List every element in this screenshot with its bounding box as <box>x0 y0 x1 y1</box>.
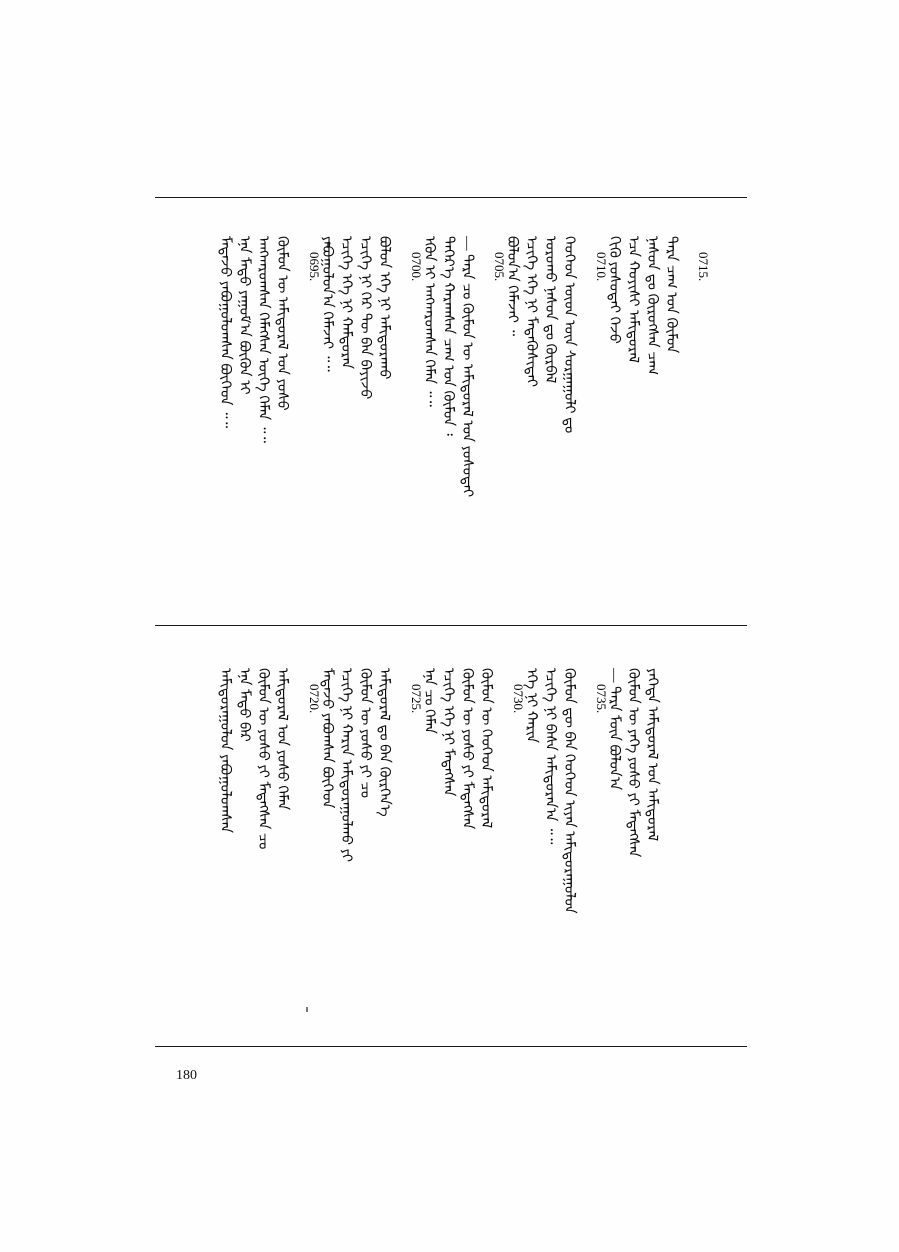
verse-line: ᠬᠦᠮᠦᠨ ᠦ ᠠᠮᠢᠳᠤᠷᠠᠯ ᠤᠨ ᠶᠣᠰᠤ <box>274 236 290 411</box>
verse-line: ᠬᠦᠮᠦᠨ ᠦ ᠶᠣᠰᠤ ᠶᠢ ᠮᠡᠳᠡᠭᠰᠡᠨ ᠴᠤ <box>255 668 271 850</box>
verse-line: ᠠᠮᠢᠳᠤᠷᠠᠯ ᠤᠨ ᠶᠣᠰᠤ ᠬᠡᠮᠡᠨ <box>274 668 290 811</box>
verse-line: ᠲᠡᠷᠡ ᠴᠠᠭ ᠤᠨ ᠬᠦᠮᠦᠨ <box>663 236 679 354</box>
verse-line: ᠠᠮᠢᠳᠤᠷᠠᠯ ᠳᠤ ᠪᠠᠨ ᠬᠦᠷᠭᠡᠨ᠎ᠡ <box>376 668 392 817</box>
verse-line: ᠮᠡᠳᠡᠵᠦ ᠶᠠᠪᠤᠭᠰᠠᠨ ᠪᠦᠭᠡᠳ <box>319 668 335 809</box>
verse-line: ᠠᠮᠢᠳᠤᠷᠠᠭᠤᠯᠤᠨ ᠶᠠᠪᠤᠭᠤᠯᠤᠭᠰᠠᠨ <box>217 668 233 834</box>
verse-line: ᠬᠦᠮᠦᠨ ᠦ ᠶᠣᠰᠤ ᠶᠢ ᠮᠡᠳᠡᠭᠰᠡᠨ <box>459 668 475 830</box>
verse-number: 0715. <box>696 252 711 282</box>
page-number: 180 <box>176 1068 197 1083</box>
verse-line: ᠬᠦᠮᠦᠨ ᠦ ᠬᠡᠦᠬᠡᠳ ᠠᠮᠢᠳᠤᠷᠠᠯ <box>478 668 494 829</box>
rule-middle <box>155 625 747 626</box>
verse-entry <box>317 236 424 400</box>
verse-line: ᠮᠡᠳᠡᠵᠦ ᠶᠠᠪᠤᠭᠤᠯᠤᠭᠰᠠᠨ ᠪᠦᠭᠡᠳ ᠃᠃ <box>217 236 233 429</box>
verse-entry <box>604 236 711 376</box>
verse-line: ᠣᠷᠣᠬᠤ ᠨᠠᠰᠤᠨ ᠳᠤ ᠬᠦᠷᠪᠡᠯ <box>542 236 558 384</box>
verse-entry <box>604 668 679 857</box>
verse-line: ᠬᠢᠬᠦ ᠶᠣᠰᠣᠲᠠᠢ ᠭᠡᠵᠦ <box>606 236 622 344</box>
verse-entry <box>502 236 609 434</box>
lower-panel <box>215 668 679 968</box>
verse-line: ᠡᠴᠢᠭᠡ ᠡᠬᠡ ᠨᠢ ᠮᠡᠳᠡᠭᠦᠰᠢᠲᠡᠢ <box>523 236 539 388</box>
verse-line: ᠶᠡᠬᠡᠳᠡ ᠠᠮᠢᠳᠤᠷᠠᠯ ᠤᠨ ᠠᠮᠢᠳᠤᠷᠠᠯ <box>644 668 660 842</box>
verse-number: 0720. <box>307 684 322 714</box>
verse-line: ᠡᠭᠦᠨ ᠢ ᠠᠩᠬᠠᠷᠤᠭᠰᠠᠨ ᠬᠡᠮᠡᠨ ᠃᠃ <box>421 236 437 407</box>
verse-lines <box>521 668 578 914</box>
verse-entry <box>419 668 526 830</box>
verse-number: 0705. <box>492 252 507 282</box>
verse-line: — ᠲᠡᠷᠡ ᠮᠥᠨ ᠪᠣᠯᠤᠨ᠎ᠠ <box>606 668 622 791</box>
verse-line: ᠡᠴᠢᠭᠡ ᠨᠢ ᠭᠡᠷ ᠲᠦ ᠪᠡᠨ ᠪᠠᠶᠢᠵᠤ <box>357 236 373 400</box>
verse-line: ᠡᠴᠢᠭᠡ ᠨᠢ ᠬᠠᠷᠢᠨ ᠠᠮᠢᠳᠤᠷᠠᠭᠤᠯᠬᠤ ᠶᠢ <box>338 668 354 863</box>
verse-entry <box>419 236 507 498</box>
verse-line: ᠪᠣᠯᠤᠨ᠎ᠠ ᠬᠡᠮᠡᠵᠡᠢ ᠃ <box>504 236 520 337</box>
verse-line: ᠡᠴᠡ ᠬᠣᠶᠢᠰᠢ ᠠᠮᠢᠳᠤᠷᠠᠯ <box>625 236 641 364</box>
verse-number: 0730. <box>511 684 526 714</box>
verse-line: ᠡᠨᠡ ᠮᠡᠲᠦ ᠶᠠᠭᠤᠮ᠎ᠠ ᠪᠦᠬᠦᠨ ᠢ <box>236 236 252 395</box>
verse-line: ᠡᠬᠡ ᠨᠢ ᠬᠠᠷᠢᠨ <box>523 668 539 744</box>
verse-entry <box>317 668 424 863</box>
verse-line: ᠬᠦᠮᠦᠨ ᠦ ᠶᠣᠰᠤ ᠶᠢ ᠴᠤ <box>357 668 373 798</box>
verse-line: ᠪᠣᠯᠤᠨ ᠡᠬᠡ ᠨᠢ ᠠᠮᠢᠳᠤᠷᠠᠬᠤ <box>376 236 392 380</box>
verse-entry <box>521 668 609 914</box>
verse-line: ᠬᠦᠮᠦᠨ ᠳᠦ ᠪᠡᠨ ᠬᠡᠦᠬᠡᠳ ᠢᠶᠡᠨ ᠠᠮᠢᠳᠤᠷᠠᠭᠤᠯᠤᠨ <box>561 668 577 914</box>
verse-line: ᠳᠡᠭᠡᠷ᠎ᠡ ᠬᠠᠷᠠᠭᠰᠠᠨ ᠴᠠᠭ ᠤᠨ ᠬᠦᠮᠦᠨ ᠄ <box>440 236 456 436</box>
verse-line: ᠡᠨᠡ ᠴᠤ ᠬᠡᠮᠡᠨ <box>421 668 437 734</box>
verse-lines <box>419 236 476 497</box>
rule-top <box>155 197 747 198</box>
verse-number: 0725. <box>409 684 424 714</box>
verse-line: ᠡᠨᠡ ᠮᠡᠲᠦ ᠪᠡᠷ <box>236 668 252 742</box>
verse-line: — ᠲᠡᠷᠡ ᠴᠤ ᠬᠦᠮᠦᠨ ᠦ ᠠᠮᠢᠳᠤᠷᠠᠯ ᠤᠨ ᠶᠣᠰᠣᠲᠠᠢ <box>459 236 475 498</box>
verse-line: ᠶᠠᠪᠤᠭᠤᠯᠤᠨ᠎ᠠ ᠬᠡᠮᠡᠵᠡᠢ ᠃᠃ <box>319 236 335 372</box>
verse-number: 0695. <box>307 252 322 282</box>
page-speck <box>306 1007 308 1012</box>
verse-number <box>647 684 693 702</box>
verse-line: ᠠᠩᠬᠠᠷᠤᠭᠰᠠᠨ ᠬᠡᠮᠡᠭᠰᠡᠨ ᠦᠭᠡ ᠬᠡᠮᠡᠨ ᠃᠃ <box>255 236 271 443</box>
verse-number: 0735. <box>594 684 609 714</box>
verse-entry <box>215 236 322 443</box>
upper-panel <box>215 236 711 536</box>
verse-line: ᠨᠠᠰᠤᠨ ᠳᠤ ᠬᠦᠷᠦᠭᠰᠡᠨ ᠴᠠᠭ <box>644 236 660 376</box>
verse-number: 0700. <box>409 252 424 282</box>
rule-bottom <box>155 1046 747 1047</box>
verse-line: ᠡᠴᠢᠭᠡ ᠡᠬᠡ ᠨᠢ ᠬᠠᠮᠲᠤᠷᠠᠨ <box>338 236 354 370</box>
verse-line: ᠬᠦᠮᠦᠨ ᠦ ᠶᠡᠬᠡ ᠶᠣᠰᠣ ᠶᠢ ᠮᠡᠳᠡᠭᠰᠡᠨ <box>625 668 641 858</box>
verse-number: 0710. <box>594 252 609 282</box>
verse-line: ᠬᠡᠦᠬᠡᠳ ᠦᠳ ᠦᠨ ᠰᠤᠷᠭᠠᠭᠤᠯᠢ ᠳᠤ <box>561 236 577 434</box>
verse-entry <box>215 668 322 850</box>
verse-line: ᠡᠴᠢᠭᠡ ᠨᠢ ᠪᠠᠰᠠ ᠠᠮᠢᠳᠤᠷᠠᠨ᠎ᠠ ᠃᠃ <box>542 668 558 845</box>
verse-line: ᠡᠴᠢᠭᠡ ᠡᠬᠡ ᠨᠢ ᠮᠡᠳᠡᠭᠰᠡᠨ <box>440 668 456 797</box>
